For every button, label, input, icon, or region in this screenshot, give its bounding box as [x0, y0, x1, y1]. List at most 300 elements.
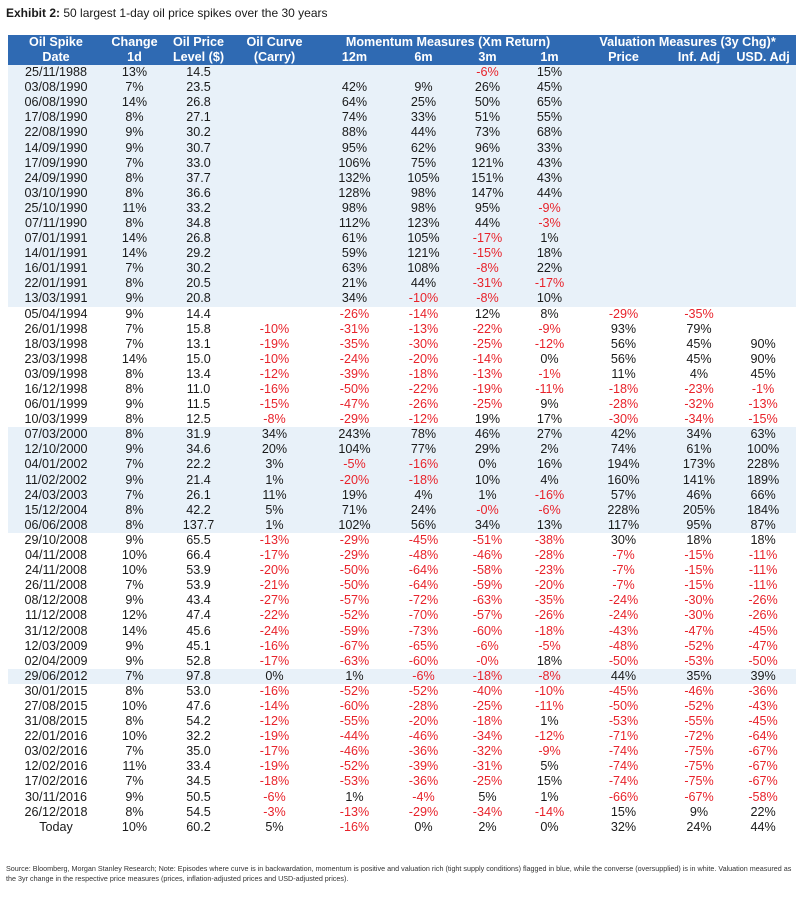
cell-mom-3m: -60%: [472, 623, 503, 638]
cell-val-inf-adj: [668, 216, 730, 231]
cell-mom-12m: -29%: [339, 548, 370, 563]
header-price: Price: [579, 50, 668, 65]
cell-val-price: -18%: [608, 382, 639, 397]
cell-date: 29/06/2012: [24, 668, 88, 683]
cell-val-usd-adj: [730, 246, 796, 261]
table-row: [8, 488, 796, 503]
cell-mom-6m: [392, 65, 455, 80]
cell-oil-price: 97.8: [186, 668, 211, 683]
cell-mom-1m: -26%: [534, 608, 565, 623]
cell-oil-price: 54.5: [186, 804, 211, 819]
cell-mom-6m: -20%: [408, 351, 439, 366]
cell-change-1d: 14%: [121, 231, 148, 246]
cell-val-price: -7%: [612, 548, 635, 563]
source-note: Source: Bloomberg, Morgan Stanley Research; Note: Episodes where curve is in backwardation, momentum is positive and valuation rich (tight supply conditions) flagged in blue, while the converse (oversupplied) is in white. Valuation measured as the 3yr change in the respective price measures (prices, inflation-adjusted prices and USD-adjusted prices).: [6, 864, 792, 883]
header-6m: 6m: [392, 50, 455, 65]
cell-mom-6m: -64%: [408, 578, 439, 593]
cell-mom-1m: 5%: [540, 759, 559, 774]
cell-val-inf-adj: -15%: [684, 578, 714, 593]
cell-mom-3m: -51%: [472, 532, 503, 547]
cell-val-inf-adj: -55%: [684, 714, 714, 729]
cell-val-price: -45%: [608, 683, 639, 698]
cell-mom-6m: 44%: [410, 276, 437, 291]
cell-mom-6m: -60%: [408, 653, 439, 668]
cell-mom-12m: 88%: [341, 125, 368, 140]
cell-mom-1m: -11%: [535, 382, 564, 397]
cell-oil-curve: [232, 201, 317, 216]
cell-mom-3m: -31%: [472, 276, 503, 291]
cell-mom-1m: -16%: [534, 487, 565, 502]
cell-val-usd-adj: [730, 261, 796, 276]
cell-mom-12m: 243%: [338, 427, 371, 442]
cell-oil-curve: [232, 276, 317, 291]
cell-mom-12m: 74%: [341, 110, 368, 125]
cell-oil-curve: 20%: [261, 442, 288, 457]
cell-change-1d: 10%: [121, 729, 148, 744]
header-oil-spike: Oil Spike: [8, 35, 104, 50]
cell-val-usd-adj: [730, 95, 796, 110]
cell-val-price: -43%: [608, 623, 639, 638]
cell-oil-curve: -17%: [259, 653, 290, 668]
cell-mom-6m: 62%: [410, 140, 437, 155]
cell-oil-curve: -16%: [259, 382, 290, 397]
exhibit-label: Exhibit 2:: [6, 6, 61, 20]
cell-val-usd-adj: -11%: [748, 578, 778, 593]
cell-val-price: [579, 80, 668, 95]
cell-date: 31/12/2008: [24, 623, 88, 638]
cell-change-1d: 9%: [125, 789, 144, 804]
cell-val-usd-adj: -13%: [748, 397, 778, 412]
cell-date: 24/09/1990: [24, 170, 88, 185]
table-body: [8, 65, 796, 835]
cell-date: 22/01/2016: [24, 729, 88, 744]
cell-mom-1m: 45%: [536, 80, 563, 95]
cell-val-price: 56%: [610, 351, 637, 366]
cell-change-1d: 7%: [125, 487, 144, 502]
cell-date: 15/12/2004: [24, 502, 88, 517]
cell-date: 07/03/2000: [24, 427, 88, 442]
cell-val-price: -24%: [608, 608, 639, 623]
cell-change-1d: 8%: [125, 170, 144, 185]
cell-val-usd-adj: [730, 65, 796, 80]
cell-mom-3m: -6%: [476, 638, 499, 653]
cell-val-inf-adj: 205%: [682, 502, 716, 517]
cell-mom-12m: -29%: [339, 412, 370, 427]
cell-change-1d: 8%: [125, 110, 144, 125]
cell-val-usd-adj: [730, 322, 796, 337]
cell-val-price: [579, 201, 668, 216]
cell-mom-1m: 43%: [536, 170, 563, 185]
cell-oil-price: 53.9: [186, 563, 211, 578]
cell-date: 04/11/2008: [24, 548, 88, 563]
cell-mom-1m: -9%: [538, 200, 561, 215]
cell-oil-curve: -10%: [259, 351, 290, 366]
cell-val-inf-adj: -15%: [684, 548, 714, 563]
cell-oil-curve: -6%: [263, 789, 286, 804]
cell-val-usd-adj: [730, 231, 796, 246]
cell-date: 29/10/2008: [24, 532, 88, 547]
cell-oil-price: 66.4: [186, 548, 211, 563]
cell-mom-3m: -32%: [472, 744, 503, 759]
cell-val-price: 32%: [610, 819, 637, 834]
table-row: [8, 367, 796, 382]
cell-val-inf-adj: [668, 125, 730, 140]
cell-date: 03/09/1998: [24, 366, 88, 381]
cell-mom-3m: -0%: [476, 502, 499, 517]
cell-date: 24/03/2003: [24, 487, 88, 502]
cell-val-inf-adj: -75%: [684, 759, 714, 774]
cell-date: 26/12/2018: [24, 804, 88, 819]
cell-mom-6m: -29%: [408, 804, 439, 819]
cell-val-inf-adj: [668, 291, 730, 306]
cell-val-inf-adj: -35%: [684, 306, 714, 321]
cell-mom-3m: -40%: [472, 683, 503, 698]
cell-oil-price: 43.4: [186, 593, 211, 608]
cell-mom-1m: -23%: [534, 563, 565, 578]
cell-val-usd-adj: 66%: [750, 487, 776, 502]
cell-oil-curve: [232, 110, 317, 125]
cell-oil-curve: -22%: [259, 608, 290, 623]
cell-val-inf-adj: -53%: [684, 653, 714, 668]
table-row: [8, 261, 796, 276]
table-row: [8, 186, 796, 201]
cell-oil-price: 13.4: [186, 366, 211, 381]
cell-val-inf-adj: [668, 65, 730, 80]
cell-val-price: 44%: [610, 668, 637, 683]
cell-oil-curve: -19%: [259, 729, 290, 744]
table-row: [8, 140, 796, 155]
cell-oil-price: 29.2: [186, 246, 211, 261]
cell-mom-12m: 42%: [341, 80, 368, 95]
cell-val-inf-adj: -34%: [684, 412, 714, 427]
header-level: Level ($): [165, 50, 232, 65]
table-row: [8, 276, 796, 291]
cell-date: 14/01/1991: [24, 246, 88, 261]
cell-change-1d: 8%: [125, 502, 144, 517]
table-row: [8, 307, 796, 322]
cell-mom-12m: -13%: [339, 804, 370, 819]
cell-change-1d: 8%: [125, 517, 144, 532]
exhibit-title: [6, 6, 328, 20]
table-row: [8, 563, 796, 578]
cell-oil-price: 22.2: [186, 457, 211, 472]
exhibit-caption: 50 largest 1-day oil price spikes over the 30 years: [63, 6, 328, 20]
cell-val-inf-adj: 34%: [686, 427, 712, 442]
cell-mom-6m: 98%: [410, 200, 437, 215]
cell-change-1d: 14%: [121, 95, 148, 110]
cell-val-price: [579, 125, 668, 140]
cell-val-usd-adj: 18%: [750, 532, 776, 547]
cell-date: 17/09/1990: [24, 155, 88, 170]
cell-mom-12m: 104%: [338, 442, 371, 457]
cell-mom-6m: -46%: [408, 729, 439, 744]
cell-val-inf-adj: [668, 110, 730, 125]
cell-val-usd-adj: [730, 186, 796, 201]
cell-mom-12m: 128%: [338, 185, 371, 200]
table-row: [8, 518, 796, 533]
cell-oil-price: 54.2: [186, 714, 211, 729]
cell-oil-curve: -15%: [259, 397, 290, 412]
table-row: [8, 623, 796, 638]
cell-val-inf-adj: -47%: [684, 623, 714, 638]
cell-val-price: -7%: [612, 563, 635, 578]
cell-change-1d: 11%: [122, 759, 147, 774]
cell-mom-6m: -39%: [408, 759, 439, 774]
cell-mom-1m: -11%: [535, 698, 564, 713]
cell-mom-12m: 102%: [338, 517, 371, 532]
cell-mom-1m: 0%: [540, 819, 559, 834]
cell-oil-curve: [232, 216, 317, 231]
cell-val-price: [579, 140, 668, 155]
table-row: [8, 125, 796, 140]
cell-date: 17/02/2016: [24, 774, 88, 789]
cell-val-price: [579, 246, 668, 261]
cell-mom-3m: -6%: [476, 65, 499, 80]
header-usd-adj: USD. Adj: [730, 50, 796, 65]
cell-val-inf-adj: 18%: [686, 532, 712, 547]
cell-mom-6m: 33%: [410, 110, 437, 125]
cell-change-1d: 14%: [121, 246, 148, 261]
cell-change-1d: 9%: [125, 397, 144, 412]
cell-val-usd-adj: 39%: [750, 668, 776, 683]
cell-mom-1m: -14%: [534, 804, 565, 819]
cell-mom-1m: 17%: [536, 412, 563, 427]
cell-date: 07/01/1991: [24, 231, 88, 246]
cell-change-1d: 10%: [121, 819, 148, 834]
cell-date: 03/02/2016: [24, 744, 88, 759]
table-row: [8, 201, 796, 216]
cell-change-1d: 9%: [125, 291, 144, 306]
cell-mom-12m: 59%: [341, 246, 368, 261]
table-row: [8, 774, 796, 789]
cell-val-inf-adj: 95%: [686, 517, 712, 532]
table-row: [8, 654, 796, 669]
cell-mom-3m: 121%: [471, 155, 504, 170]
table-row: [8, 759, 796, 774]
cell-mom-12m: -60%: [339, 698, 370, 713]
cell-change-1d: 11%: [122, 200, 147, 215]
cell-oil-price: 23.5: [186, 80, 211, 95]
cell-val-inf-adj: 35%: [686, 668, 712, 683]
cell-val-price: [579, 291, 668, 306]
cell-date: 16/12/1998: [24, 382, 88, 397]
cell-val-usd-adj: -15%: [748, 412, 778, 427]
cell-val-inf-adj: -32%: [684, 397, 714, 412]
cell-val-price: [579, 186, 668, 201]
cell-mom-3m: -58%: [472, 563, 503, 578]
cell-val-inf-adj: 79%: [686, 321, 712, 336]
cell-val-price: 117%: [607, 517, 640, 532]
cell-mom-3m: -25%: [472, 397, 503, 412]
table-row: [8, 171, 796, 186]
header-oil-curve: Oil Curve: [232, 35, 317, 50]
cell-val-usd-adj: 22%: [750, 804, 776, 819]
cell-oil-curve: [232, 80, 317, 95]
table-row: [8, 457, 796, 472]
cell-date: 22/01/1991: [24, 276, 88, 291]
cell-mom-3m: -18%: [472, 714, 503, 729]
cell-date: 06/01/1999: [24, 397, 88, 412]
cell-mom-1m: 15%: [536, 774, 563, 789]
table-row: [8, 110, 796, 125]
cell-date: 08/12/2008: [24, 593, 88, 608]
header-1d: 1d: [104, 50, 165, 65]
cell-change-1d: 8%: [125, 412, 144, 427]
cell-val-usd-adj: -67%: [748, 774, 778, 789]
cell-oil-curve: 0%: [265, 668, 284, 683]
cell-oil-price: 37.7: [186, 170, 211, 185]
table-row: [8, 548, 796, 563]
cell-mom-1m: 27%: [536, 427, 563, 442]
cell-val-price: 57%: [610, 487, 637, 502]
cell-mom-3m: -22%: [472, 321, 503, 336]
cell-val-inf-adj: -75%: [684, 744, 714, 759]
cell-mom-12m: 19%: [341, 487, 368, 502]
table-row: [8, 80, 796, 95]
cell-change-1d: 7%: [125, 774, 144, 789]
cell-mom-12m: 106%: [338, 155, 371, 170]
cell-change-1d: 7%: [125, 668, 144, 683]
cell-val-usd-adj: [730, 201, 796, 216]
cell-mom-1m: -12%: [534, 729, 565, 744]
cell-mom-3m: -31%: [472, 759, 503, 774]
cell-val-price: -74%: [608, 744, 639, 759]
cell-mom-3m: -34%: [472, 804, 503, 819]
cell-val-price: -28%: [608, 397, 639, 412]
cell-val-inf-adj: [668, 140, 730, 155]
cell-val-usd-adj: [730, 80, 796, 95]
cell-mom-1m: 1%: [540, 714, 559, 729]
cell-date: 04/01/2002: [24, 457, 88, 472]
cell-change-1d: 7%: [125, 80, 144, 95]
cell-oil-price: 36.6: [186, 185, 211, 200]
cell-mom-6m: 123%: [407, 215, 440, 230]
cell-mom-1m: -35%: [534, 593, 565, 608]
cell-change-1d: 9%: [125, 653, 144, 668]
cell-mom-3m: 1%: [478, 487, 497, 502]
cell-mom-3m: 2%: [478, 819, 497, 834]
table-row: [8, 714, 796, 729]
cell-val-usd-adj: -26%: [748, 593, 778, 608]
cell-val-price: [579, 261, 668, 276]
cell-val-usd-adj: -36%: [748, 683, 778, 698]
cell-mom-6m: -65%: [408, 638, 439, 653]
cell-oil-curve: [232, 307, 317, 322]
cell-mom-3m: 5%: [478, 789, 497, 804]
cell-mom-3m: -59%: [472, 578, 503, 593]
cell-date: 10/03/1999: [24, 412, 88, 427]
cell-val-price: -71%: [608, 729, 639, 744]
cell-val-inf-adj: [668, 276, 730, 291]
cell-oil-price: 45.6: [186, 623, 211, 638]
cell-mom-3m: -46%: [472, 548, 503, 563]
cell-mom-12m: 132%: [338, 170, 371, 185]
cell-mom-12m: -63%: [339, 653, 370, 668]
cell-mom-3m: -14%: [472, 351, 503, 366]
cell-change-1d: 10%: [121, 698, 148, 713]
cell-val-inf-adj: [668, 246, 730, 261]
cell-change-1d: 9%: [125, 532, 144, 547]
cell-oil-curve: [232, 261, 317, 276]
cell-mom-6m: 98%: [410, 185, 437, 200]
cell-mom-6m: -22%: [408, 382, 439, 397]
cell-oil-curve: [232, 231, 317, 246]
today-row: [8, 820, 796, 835]
cell-oil-curve: -21%: [259, 578, 290, 593]
cell-oil-curve: 1%: [265, 517, 284, 532]
table-row: [8, 669, 796, 684]
cell-mom-1m: 4%: [540, 472, 559, 487]
cell-val-price: -66%: [608, 789, 639, 804]
cell-mom-12m: -35%: [339, 336, 370, 351]
cell-val-usd-adj: -45%: [748, 623, 778, 638]
cell-oil-curve: -19%: [259, 759, 290, 774]
cell-val-usd-adj: [730, 216, 796, 231]
cell-date: 12/10/2000: [24, 442, 88, 457]
cell-val-price: -24%: [608, 593, 639, 608]
cell-oil-price: 34.8: [186, 215, 211, 230]
cell-oil-price: 42.2: [186, 502, 211, 517]
cell-mom-12m: -57%: [339, 593, 370, 608]
cell-oil-price: 26.8: [186, 95, 211, 110]
cell-val-price: [579, 231, 668, 246]
table-row: [8, 578, 796, 593]
cell-change-1d: 7%: [125, 261, 144, 276]
cell-mom-12m: -46%: [339, 744, 370, 759]
cell-change-1d: 8%: [125, 382, 144, 397]
cell-mom-1m: -9%: [538, 321, 561, 336]
cell-oil-price: 34.6: [186, 442, 211, 457]
cell-mom-1m: -38%: [534, 532, 565, 547]
cell-oil-curve: [232, 246, 317, 261]
cell-val-usd-adj: 45%: [750, 366, 776, 381]
table-row: [8, 533, 796, 548]
cell-mom-12m: -31%: [339, 321, 370, 336]
header-3m: 3m: [455, 50, 520, 65]
cell-val-usd-adj: 90%: [750, 351, 776, 366]
cell-oil-curve: [232, 186, 317, 201]
cell-val-usd-adj: [730, 110, 796, 125]
cell-mom-12m: -20%: [339, 472, 370, 487]
cell-date: 24/11/2008: [24, 563, 88, 578]
cell-oil-curve: [232, 95, 317, 110]
cell-mom-1m: -5%: [538, 638, 561, 653]
cell-mom-1m: 44%: [536, 185, 563, 200]
table-row: [8, 231, 796, 246]
cell-oil-price: 30.2: [186, 261, 211, 276]
cell-mom-12m: -52%: [339, 759, 370, 774]
cell-val-usd-adj: -45%: [748, 714, 778, 729]
table-row: [8, 684, 796, 699]
cell-val-inf-adj: [668, 80, 730, 95]
cell-mom-1m: 8%: [540, 306, 559, 321]
cell-mom-6m: 24%: [410, 502, 437, 517]
cell-val-inf-adj: 45%: [686, 336, 712, 351]
cell-val-usd-adj: 44%: [750, 819, 776, 834]
cell-date: 06/08/1990: [24, 95, 88, 110]
cell-mom-1m: -20%: [534, 578, 565, 593]
cell-mom-6m: 25%: [410, 95, 437, 110]
cell-mom-6m: 78%: [410, 427, 437, 442]
cell-mom-6m: -48%: [408, 548, 439, 563]
cell-val-inf-adj: 45%: [686, 351, 712, 366]
cell-val-price: 194%: [607, 457, 640, 472]
cell-oil-price: 15.8: [186, 321, 211, 336]
cell-mom-3m: 96%: [474, 140, 501, 155]
cell-mom-1m: 9%: [540, 397, 559, 412]
cell-mom-1m: -12%: [534, 336, 565, 351]
cell-mom-1m: 13%: [536, 517, 563, 532]
